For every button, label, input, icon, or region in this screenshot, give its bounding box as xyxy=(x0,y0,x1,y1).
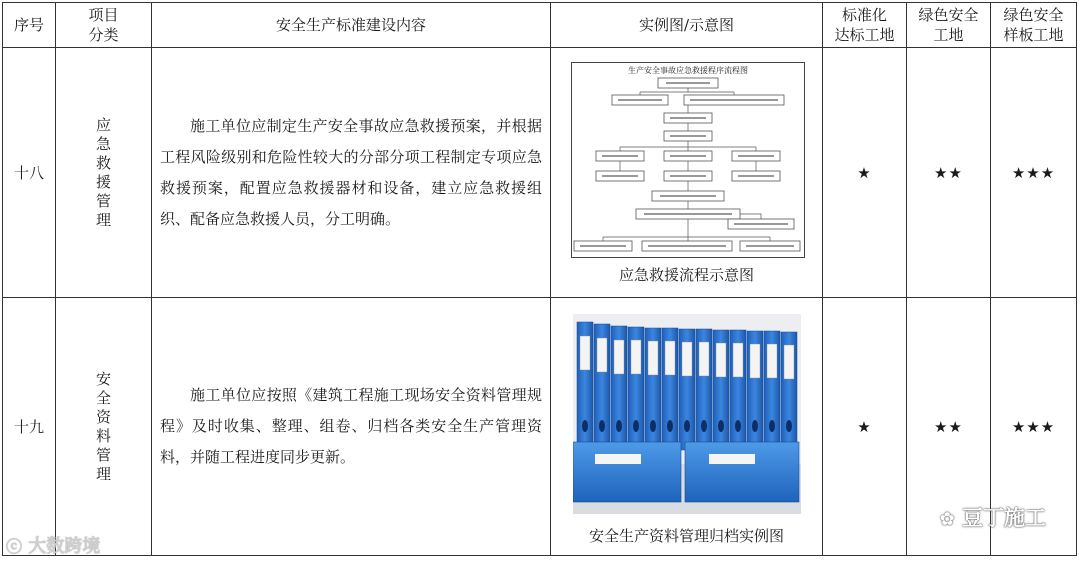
row-category-text: 安全资料管理 xyxy=(95,369,111,483)
flowchart-figure xyxy=(571,62,805,258)
rating-standard: ★ xyxy=(823,298,907,556)
row-category xyxy=(56,298,152,556)
header-standard-text: 标准化 达标工地 xyxy=(834,6,895,44)
row-category xyxy=(56,48,152,298)
watermark-left-text: 大数跨境 xyxy=(28,536,101,557)
header-green-text: 绿色安全 工地 xyxy=(918,6,979,44)
wechat-icon: ✿ xyxy=(939,509,955,530)
header-model-text: 绿色安全 样板工地 xyxy=(1003,6,1064,44)
rating-standard: ★ xyxy=(823,48,907,298)
rating-green: ★★ xyxy=(907,298,991,556)
row-content xyxy=(152,298,551,556)
header-standard xyxy=(823,3,907,48)
row-content-text: 施工单位应制定生产安全事故应急救援预案，并根据工程风险级别和危险性较大的分部分项工程制定专项应急救援预案，配置应急救援器材和设备，建立应急救援组织、配备应急救援人员，分工明确。 xyxy=(160,116,542,228)
flowchart-diagram xyxy=(572,63,804,257)
row-figure xyxy=(551,48,823,298)
binder-photo-image xyxy=(573,314,801,514)
figure-caption: 应急救援流程示意图 xyxy=(618,266,754,284)
row-category-text: 应急救援管理 xyxy=(95,115,111,229)
header-content: 安全生产标准建设内容 xyxy=(152,3,551,48)
header-row xyxy=(3,3,1077,48)
row-content-text: 施工单位应按照《建筑工程施工现场安全资料管理规程》及时收集、整理、组卷、归档各类安全生产管理资料，并随工程进度同步更新。 xyxy=(160,386,542,466)
flowchart-title: 生产安全事故应急救援程序流程图 xyxy=(628,66,748,75)
row-content xyxy=(152,48,551,298)
rating-green: ★★ xyxy=(907,48,991,298)
header-seq: 序号 xyxy=(3,3,56,48)
figure-caption: 安全生产资料管理归档实例图 xyxy=(588,527,784,545)
watermark-logo-icon: ⓒ xyxy=(6,537,23,556)
watermark-left xyxy=(6,532,100,558)
row-seq: 十九 xyxy=(3,298,56,556)
rating-model: ★★★ xyxy=(991,48,1077,298)
rating-model: ★★★ xyxy=(991,298,1077,556)
header-category xyxy=(56,3,152,48)
binder-photo xyxy=(573,314,801,514)
header-category-text: 项目 分类 xyxy=(88,6,119,44)
standards-table xyxy=(2,2,1077,556)
row-figure xyxy=(551,298,823,556)
row-seq: 十八 xyxy=(3,48,56,298)
table-row xyxy=(3,298,1077,556)
header-model xyxy=(991,3,1077,48)
watermark-right-text: 豆丁施工 xyxy=(962,506,1046,530)
table-row xyxy=(3,48,1077,298)
header-figure: 实例图/示意图 xyxy=(551,3,823,48)
header-green xyxy=(907,3,991,48)
watermark-right xyxy=(940,502,1046,532)
